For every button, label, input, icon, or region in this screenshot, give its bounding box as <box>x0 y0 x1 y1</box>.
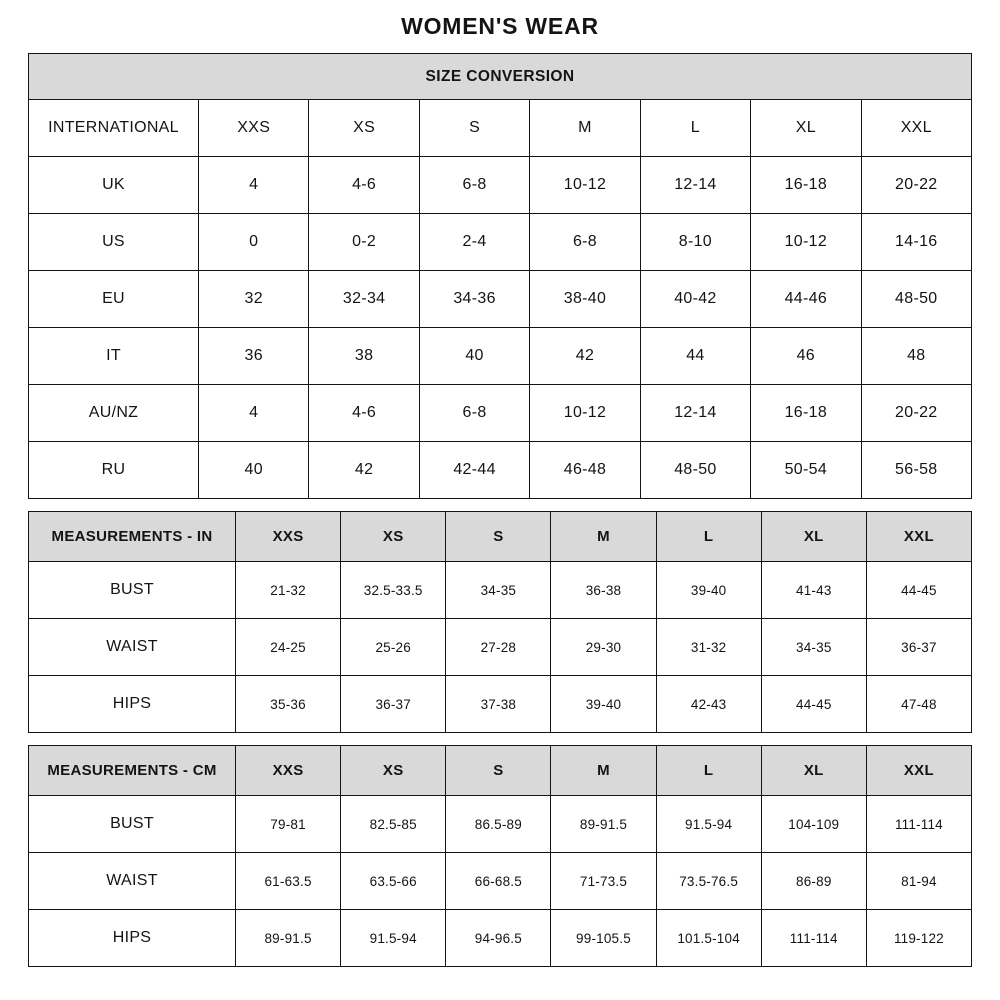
column-header: XXS <box>236 512 341 562</box>
table-cell: 31-32 <box>656 619 761 676</box>
column-header: XS <box>341 746 446 796</box>
row-label: WAIST <box>29 619 236 676</box>
row-label: EU <box>29 271 199 328</box>
table-cell: 0-2 <box>309 214 419 271</box>
table-cell: 44-45 <box>866 562 971 619</box>
measurements-in-table <box>28 511 972 733</box>
table-cell: 81-94 <box>866 853 971 910</box>
table-cell: 38 <box>309 328 419 385</box>
table-row <box>29 271 972 328</box>
table-row <box>29 562 972 619</box>
table-cell: 73.5-76.5 <box>656 853 761 910</box>
column-header: XXS <box>236 746 341 796</box>
table-cell: 89-91.5 <box>236 910 341 967</box>
table-cell: 91.5-94 <box>656 796 761 853</box>
column-header: XL <box>761 512 866 562</box>
table-cell: 10-12 <box>530 385 640 442</box>
table-cell: 47-48 <box>866 676 971 733</box>
table-cell: 71-73.5 <box>551 853 656 910</box>
table-cell: 111-114 <box>866 796 971 853</box>
table-row <box>29 157 972 214</box>
column-header: XXS <box>199 100 309 157</box>
row-label: BUST <box>29 796 236 853</box>
table-cell: 27-28 <box>446 619 551 676</box>
row-label: BUST <box>29 562 236 619</box>
table-cell: 89-91.5 <box>551 796 656 853</box>
table-cell: 39-40 <box>656 562 761 619</box>
table-cell: 29-30 <box>551 619 656 676</box>
table-cell: 10-12 <box>530 157 640 214</box>
table-row <box>29 619 972 676</box>
table-cell: 111-114 <box>761 910 866 967</box>
table-cell: 32 <box>199 271 309 328</box>
column-header: L <box>656 512 761 562</box>
table-row <box>29 910 972 967</box>
row-label: WAIST <box>29 853 236 910</box>
table-cell: 4-6 <box>309 385 419 442</box>
column-header: S <box>446 512 551 562</box>
row-label: AU/NZ <box>29 385 199 442</box>
table-cell: 79-81 <box>236 796 341 853</box>
table-cell: 35-36 <box>236 676 341 733</box>
row-label: HIPS <box>29 910 236 967</box>
table-row <box>29 676 972 733</box>
table-cell: 82.5-85 <box>341 796 446 853</box>
table-cell: 42 <box>530 328 640 385</box>
table-cell: 0 <box>199 214 309 271</box>
table-cell: 40 <box>419 328 529 385</box>
table-row <box>29 746 972 796</box>
table-cell: 36-37 <box>341 676 446 733</box>
table-row <box>29 796 972 853</box>
table-cell: 12-14 <box>640 157 750 214</box>
table-cell: 41-43 <box>761 562 866 619</box>
column-header: L <box>656 746 761 796</box>
table-cell: 10-12 <box>751 214 861 271</box>
table-cell: 6-8 <box>419 385 529 442</box>
table-cell: 86.5-89 <box>446 796 551 853</box>
table-cell: 2-4 <box>419 214 529 271</box>
column-header: XXL <box>866 512 971 562</box>
table-cell: 4 <box>199 385 309 442</box>
table-cell: 94-96.5 <box>446 910 551 967</box>
table-cell: 24-25 <box>236 619 341 676</box>
table-row <box>29 328 972 385</box>
table-cell: 63.5-66 <box>341 853 446 910</box>
table-cell: 36-38 <box>551 562 656 619</box>
column-header: XS <box>341 512 446 562</box>
table-cell: 44-45 <box>761 676 866 733</box>
table-cell: 16-18 <box>751 385 861 442</box>
table-cell: 6-8 <box>419 157 529 214</box>
table-cell: 48 <box>861 328 971 385</box>
table-cell: 99-105.5 <box>551 910 656 967</box>
table-cell: 46-48 <box>530 442 640 499</box>
table-cell: 36 <box>199 328 309 385</box>
table-row <box>29 442 972 499</box>
table-cell: 21-32 <box>236 562 341 619</box>
column-header: M <box>530 100 640 157</box>
table-row <box>29 214 972 271</box>
table-cell: 20-22 <box>861 385 971 442</box>
table-row <box>29 385 972 442</box>
column-header: S <box>446 746 551 796</box>
table-row <box>29 100 972 157</box>
table-cell: 25-26 <box>341 619 446 676</box>
measurements-cm-table <box>28 745 972 967</box>
table-cell: 8-10 <box>640 214 750 271</box>
column-header: XL <box>761 746 866 796</box>
table-cell: 34-35 <box>761 619 866 676</box>
table-cell: 42-43 <box>656 676 761 733</box>
table-cell: 66-68.5 <box>446 853 551 910</box>
column-header: INTERNATIONAL <box>29 100 199 157</box>
table-cell: 86-89 <box>761 853 866 910</box>
table-cell: 32.5-33.5 <box>341 562 446 619</box>
table-cell: 48-50 <box>640 442 750 499</box>
row-label: IT <box>29 328 199 385</box>
table-cell: 104-109 <box>761 796 866 853</box>
table-cell: 91.5-94 <box>341 910 446 967</box>
column-header: S <box>419 100 529 157</box>
table-cell: 4 <box>199 157 309 214</box>
table-cell: 46 <box>751 328 861 385</box>
table-cell: 32-34 <box>309 271 419 328</box>
column-header: L <box>640 100 750 157</box>
table-cell: 42 <box>309 442 419 499</box>
table-cell: 34-36 <box>419 271 529 328</box>
table-cell: 6-8 <box>530 214 640 271</box>
table-cell: 16-18 <box>751 157 861 214</box>
table-cell: 40-42 <box>640 271 750 328</box>
size-conversion-table <box>28 53 972 499</box>
column-header: XXL <box>866 746 971 796</box>
row-label: US <box>29 214 199 271</box>
table-cell: 38-40 <box>530 271 640 328</box>
table-cell: 40 <box>199 442 309 499</box>
column-header: M <box>551 512 656 562</box>
table-cell: 39-40 <box>551 676 656 733</box>
table-cell: 48-50 <box>861 271 971 328</box>
column-header: XS <box>309 100 419 157</box>
table-cell: 34-35 <box>446 562 551 619</box>
table-cell: 44-46 <box>751 271 861 328</box>
table-row <box>29 853 972 910</box>
size-conversion-header: SIZE CONVERSION <box>29 54 972 100</box>
row-label: RU <box>29 442 199 499</box>
measurements-in-header: MEASUREMENTS - IN <box>29 512 236 562</box>
table-cell: 20-22 <box>861 157 971 214</box>
column-header: XXL <box>861 100 971 157</box>
row-label: HIPS <box>29 676 236 733</box>
page-title: WOMEN'S WEAR <box>401 13 599 39</box>
table-row <box>29 54 972 100</box>
table-cell: 56-58 <box>861 442 971 499</box>
table-cell: 37-38 <box>446 676 551 733</box>
table-cell: 44 <box>640 328 750 385</box>
column-header: M <box>551 746 656 796</box>
table-cell: 36-37 <box>866 619 971 676</box>
table-cell: 101.5-104 <box>656 910 761 967</box>
table-cell: 14-16 <box>861 214 971 271</box>
row-label: UK <box>29 157 199 214</box>
size-chart-page <box>28 0 972 967</box>
table-cell: 4-6 <box>309 157 419 214</box>
measurements-cm-header: MEASUREMENTS - CM <box>29 746 236 796</box>
table-cell: 61-63.5 <box>236 853 341 910</box>
table-row <box>29 512 972 562</box>
column-header: XL <box>751 100 861 157</box>
table-cell: 12-14 <box>640 385 750 442</box>
table-cell: 119-122 <box>866 910 971 967</box>
table-cell: 50-54 <box>751 442 861 499</box>
table-cell: 42-44 <box>419 442 529 499</box>
